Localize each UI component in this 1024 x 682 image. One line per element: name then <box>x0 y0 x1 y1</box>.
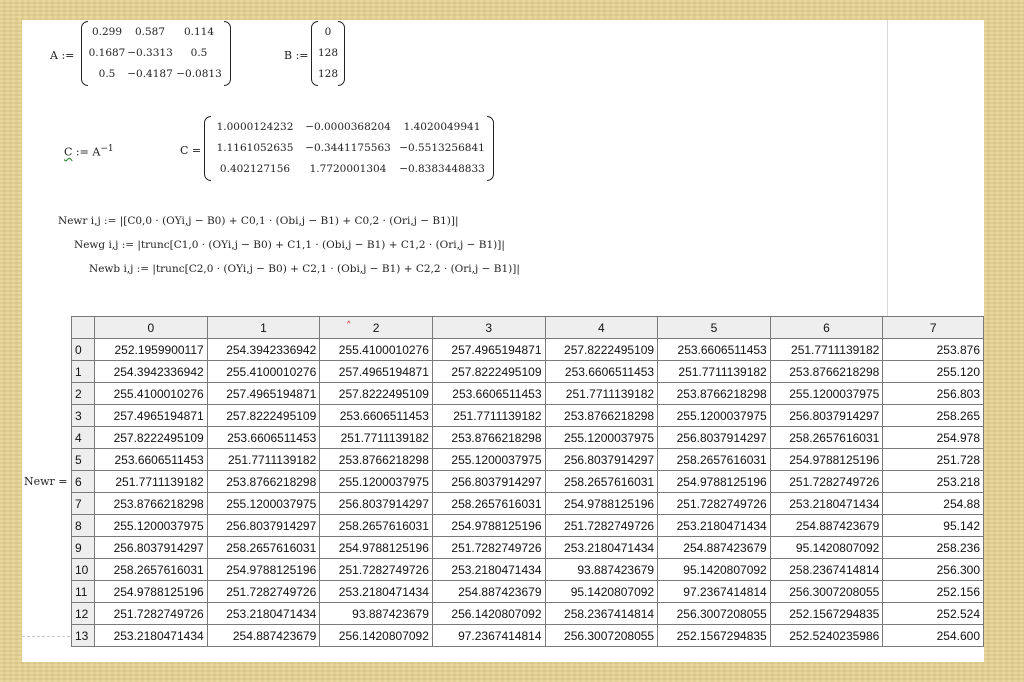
table-cell[interactable]: 254.887423679 <box>658 537 771 559</box>
table-row <box>72 581 984 603</box>
table-cell[interactable]: 253.2180471434 <box>770 493 883 515</box>
table-cell[interactable]: 93.887423679 <box>320 603 433 625</box>
table-cell[interactable]: 253.8766218298 <box>432 427 545 449</box>
table-cell[interactable]: 256.8037914297 <box>207 515 320 537</box>
table-cell[interactable]: 257.4965194871 <box>320 361 433 383</box>
matrix-a-cell: 0.5 <box>190 47 208 59</box>
table-cell[interactable]: 256.8037914297 <box>320 493 433 515</box>
result-table[interactable] <box>71 316 984 647</box>
row-header[interactable]: 4 <box>72 427 95 449</box>
matrix-c[interactable] <box>204 117 494 180</box>
table-cell[interactable]: 255.4100010276 <box>207 361 320 383</box>
table-cell[interactable]: 251.7282749726 <box>432 537 545 559</box>
table-cell[interactable]: 97.2367414814 <box>658 581 771 603</box>
column-header[interactable]: 4 <box>545 317 658 339</box>
table-cell[interactable]: 257.8222495109 <box>432 361 545 383</box>
table-cell[interactable]: 256.3007208055 <box>770 581 883 603</box>
table-cell[interactable]: 252.156 <box>883 581 984 603</box>
table-cell[interactable]: 258.265 <box>883 405 984 427</box>
table-cell[interactable]: 251.728 <box>883 449 984 471</box>
matrix-a-cell: 0.114 <box>183 26 215 38</box>
table-row <box>72 339 984 361</box>
table-cell[interactable]: 254.9788125196 <box>320 537 433 559</box>
table-row <box>72 427 984 449</box>
table-cell[interactable]: 252.1567294835 <box>770 603 883 625</box>
table-cell[interactable]: 255.4100010276 <box>320 339 433 361</box>
column-header[interactable]: 7 <box>883 317 984 339</box>
table-cell[interactable]: 256.3007208055 <box>658 603 771 625</box>
column-header[interactable]: 5 <box>658 317 771 339</box>
worksheet <box>22 20 984 662</box>
matrix-c-cell: 1.0000124232 <box>216 121 294 133</box>
table-cell[interactable]: 255.1200037975 <box>207 493 320 515</box>
matrix-b[interactable] <box>311 22 345 85</box>
table-cell[interactable]: 253.2180471434 <box>432 559 545 581</box>
matrix-a-label: A := <box>50 49 75 62</box>
c-def-op: := <box>75 145 89 159</box>
table-cell[interactable]: 254.887423679 <box>207 625 320 647</box>
table-cell[interactable]: 254.9788125196 <box>545 493 658 515</box>
matrix-a-cell: 0.1687 <box>88 47 126 59</box>
table-row <box>72 515 984 537</box>
table-cell[interactable]: 257.8222495109 <box>207 405 320 427</box>
row-header[interactable]: 6 <box>72 471 95 493</box>
table-row <box>72 405 984 427</box>
matrix-b-cell: 0 <box>324 26 332 38</box>
table-cell[interactable]: 95.142 <box>883 515 984 537</box>
c-def-lhs: C <box>64 145 73 159</box>
column-header[interactable]: 1 <box>207 317 320 339</box>
row-header[interactable]: 2 <box>72 383 95 405</box>
row-header[interactable]: 0 <box>72 339 95 361</box>
table-row <box>72 625 984 647</box>
table-cell[interactable]: 253.6606511453 <box>95 449 208 471</box>
c-definition[interactable] <box>64 144 114 159</box>
column-header[interactable]: 6 <box>770 317 883 339</box>
table-cell[interactable]: 251.7282749726 <box>770 471 883 493</box>
table-cell[interactable]: 251.7282749726 <box>545 515 658 537</box>
table-cell[interactable]: 253.6606511453 <box>320 405 433 427</box>
table-cell[interactable]: 258.2657616031 <box>658 449 771 471</box>
table-cell[interactable]: 253.2180471434 <box>320 581 433 603</box>
table-cell[interactable]: 256.1420807092 <box>432 603 545 625</box>
table-cell[interactable]: 258.2657616031 <box>770 427 883 449</box>
table-cell[interactable]: 251.7711139182 <box>95 471 208 493</box>
table-cell[interactable]: 254.9788125196 <box>658 471 771 493</box>
row-header[interactable]: 9 <box>72 537 95 559</box>
result-label: Newr = <box>24 475 68 488</box>
table-cell[interactable]: 251.7282749726 <box>658 493 771 515</box>
red-cursor-mark: ˄ <box>346 320 352 333</box>
formula-newr[interactable]: Newr i,j := |[C0,0 · (OYi,j − B0) + C0,1 · (Obi,j − B1) + C0,2 · (Ori,j − B1)]| <box>58 215 459 227</box>
matrix-b-label: B := <box>284 49 309 62</box>
row-header[interactable]: 3 <box>72 405 95 427</box>
table-cell[interactable]: 258.2657616031 <box>95 559 208 581</box>
formula-newg[interactable]: Newg i,j := |trunc[C1,0 · (OYi,j − B0) + C1,1 · (Obi,j − B1) + C1,2 · (Ori,j − B1)]| <box>74 239 505 251</box>
table-cell[interactable]: 252.1567294835 <box>658 625 771 647</box>
table-cell[interactable]: 256.8037914297 <box>658 427 771 449</box>
row-header[interactable]: 10 <box>72 559 95 581</box>
matrix-a[interactable] <box>81 22 231 85</box>
matrix-c-cell: 1.7720001304 <box>309 163 387 175</box>
table-cell[interactable]: 254.3942336942 <box>95 361 208 383</box>
table-cell[interactable]: 251.7711139182 <box>658 361 771 383</box>
table-cell[interactable]: 256.300 <box>883 559 984 581</box>
table-cell[interactable]: 257.4965194871 <box>95 405 208 427</box>
table-cell[interactable]: 254.887423679 <box>770 515 883 537</box>
table-cell[interactable]: 256.8037914297 <box>432 471 545 493</box>
matrix-c-cell: 1.4020049941 <box>403 121 481 133</box>
table-cell[interactable]: 257.8222495109 <box>545 339 658 361</box>
matrix-a-cell: 0.587 <box>134 26 166 38</box>
c-def-rhs: A <box>92 145 101 159</box>
table-cell[interactable]: 251.7711139182 <box>545 383 658 405</box>
table-cell[interactable]: 258.236 <box>883 537 984 559</box>
table-cell[interactable]: 253.2180471434 <box>545 537 658 559</box>
matrix-c-cell: 0.402127156 <box>219 163 291 175</box>
row-header[interactable]: 5 <box>72 449 95 471</box>
table-cell[interactable]: 255.1200037975 <box>658 405 771 427</box>
table-cell[interactable]: 257.8222495109 <box>95 427 208 449</box>
table-cell[interactable]: 95.1420807092 <box>545 581 658 603</box>
table-cell[interactable]: 253.6606511453 <box>432 383 545 405</box>
table-cell[interactable]: 253.8766218298 <box>545 405 658 427</box>
row-header[interactable]: 11 <box>72 581 95 603</box>
table-cell[interactable]: 256.8037914297 <box>545 449 658 471</box>
table-cell[interactable]: 93.887423679 <box>545 559 658 581</box>
table-cell[interactable]: 258.2367414814 <box>545 603 658 625</box>
table-row <box>72 603 984 625</box>
table-cell[interactable]: 251.7711139182 <box>320 427 433 449</box>
matrix-a-cell: −0.0813 <box>176 68 222 80</box>
table-cell[interactable]: 258.2657616031 <box>320 515 433 537</box>
formula-newb[interactable]: Newb i,j := |trunc[C2,0 · (OYi,j − B0) + C2,1 · (Obi,j − B1) + C2,2 · (Ori,j − B1)]| <box>89 263 520 275</box>
table-cell[interactable]: 255.1200037975 <box>545 427 658 449</box>
table-cell[interactable]: 255.4100010276 <box>95 383 208 405</box>
table-cell[interactable]: 258.2657616031 <box>432 493 545 515</box>
table-cell[interactable]: 254.600 <box>883 625 984 647</box>
table-cell[interactable]: 251.7282749726 <box>207 581 320 603</box>
table-cell[interactable]: 253.6606511453 <box>545 361 658 383</box>
table-row <box>72 361 984 383</box>
table-cell[interactable]: 253.8766218298 <box>770 361 883 383</box>
table-cell[interactable]: 253.6606511453 <box>658 339 771 361</box>
table-cell[interactable]: 255.1200037975 <box>320 471 433 493</box>
table-cell[interactable]: 252.524 <box>883 603 984 625</box>
table-cell[interactable]: 251.7711139182 <box>432 405 545 427</box>
table-cell[interactable]: 254.3942336942 <box>207 339 320 361</box>
matrix-c-cell: 1.1161052635 <box>216 142 294 154</box>
table-cell[interactable]: 256.8037914297 <box>770 405 883 427</box>
table-cell[interactable]: 257.4965194871 <box>432 339 545 361</box>
table-row <box>72 537 984 559</box>
table-cell[interactable]: 253.2180471434 <box>658 515 771 537</box>
table-cell[interactable]: 254.887423679 <box>432 581 545 603</box>
table-cell[interactable]: 252.1959900117 <box>95 339 208 361</box>
table-cell[interactable]: 256.803 <box>883 383 984 405</box>
table-cell[interactable]: 251.7711139182 <box>770 339 883 361</box>
table-row <box>72 383 984 405</box>
row-header[interactable]: 12 <box>72 603 95 625</box>
table-cell[interactable]: 256.8037914297 <box>95 537 208 559</box>
matrix-a-cell: 0.5 <box>98 68 116 80</box>
table-cell[interactable]: 255.1200037975 <box>95 515 208 537</box>
table-cell[interactable]: 95.1420807092 <box>770 537 883 559</box>
table-row <box>72 449 984 471</box>
matrix-c-label: C = <box>180 144 202 157</box>
row-header[interactable]: 1 <box>72 361 95 383</box>
table-cell[interactable]: 254.9788125196 <box>432 515 545 537</box>
table-corner <box>72 317 95 339</box>
table-cell[interactable]: 255.1200037975 <box>432 449 545 471</box>
table-row <box>72 559 984 581</box>
row-header[interactable]: 8 <box>72 515 95 537</box>
table-cell[interactable]: 254.9788125196 <box>95 581 208 603</box>
table-cell[interactable]: 257.4965194871 <box>207 383 320 405</box>
matrix-a-cell: 0.299 <box>91 26 123 38</box>
result-table-viewport[interactable] <box>71 316 984 656</box>
table-cell[interactable]: 254.9788125196 <box>770 449 883 471</box>
c-def-exponent: −1 <box>100 144 114 154</box>
table-cell[interactable]: 253.876 <box>883 339 984 361</box>
matrix-c-cell: −0.0000368204 <box>305 121 391 133</box>
table-cell[interactable]: 252.5240235986 <box>770 625 883 647</box>
table-cell[interactable]: 256.1420807092 <box>320 625 433 647</box>
matrix-b-cell: 128 <box>317 47 339 59</box>
table-cell[interactable]: 258.2657616031 <box>207 537 320 559</box>
row-header[interactable]: 7 <box>72 493 95 515</box>
table-cell[interactable]: 95.1420807092 <box>658 559 771 581</box>
table-cell[interactable]: 258.2657616031 <box>545 471 658 493</box>
table-cell[interactable]: 256.3007208055 <box>545 625 658 647</box>
table-cell[interactable]: 253.6606511453 <box>207 427 320 449</box>
table-cell[interactable]: 257.8222495109 <box>320 383 433 405</box>
matrix-a-cell: −0.3313 <box>127 47 173 59</box>
row-header[interactable]: 13 <box>72 625 95 647</box>
table-cell[interactable]: 254.88 <box>883 493 984 515</box>
table-cell[interactable]: 251.7282749726 <box>320 559 433 581</box>
table-cell[interactable]: 254.9788125196 <box>207 559 320 581</box>
column-header[interactable]: 0 <box>95 317 208 339</box>
matrix-c-cell: −0.8383448833 <box>399 163 485 175</box>
table-cell[interactable]: 253.8766218298 <box>658 383 771 405</box>
column-header[interactable]: 3 <box>432 317 545 339</box>
table-cell[interactable]: 253.8766218298 <box>207 471 320 493</box>
column-header[interactable]: 2 <box>320 317 433 339</box>
table-cell[interactable]: 258.2367414814 <box>770 559 883 581</box>
table-cell[interactable]: 97.2367414814 <box>432 625 545 647</box>
matrix-a-cell: −0.4187 <box>127 68 173 80</box>
table-cell[interactable]: 253.218 <box>883 471 984 493</box>
matrix-b-cell: 128 <box>317 68 339 80</box>
table-cell[interactable]: 253.2180471434 <box>95 625 208 647</box>
matrix-c-cell: −0.3441175563 <box>305 142 391 154</box>
table-row <box>72 471 984 493</box>
table-row <box>72 493 984 515</box>
table-cell[interactable]: 255.1200037975 <box>770 383 883 405</box>
table-cell[interactable]: 253.8766218298 <box>320 449 433 471</box>
table-cell[interactable]: 251.7282749726 <box>95 603 208 625</box>
matrix-c-cell: −0.5513256841 <box>399 142 485 154</box>
table-cell[interactable]: 254.978 <box>883 427 984 449</box>
table-cell[interactable]: 251.7711139182 <box>207 449 320 471</box>
table-cell[interactable]: 253.2180471434 <box>207 603 320 625</box>
page-boundary <box>887 20 888 320</box>
table-cell[interactable]: 253.8766218298 <box>95 493 208 515</box>
table-cell[interactable]: 255.120 <box>883 361 984 383</box>
